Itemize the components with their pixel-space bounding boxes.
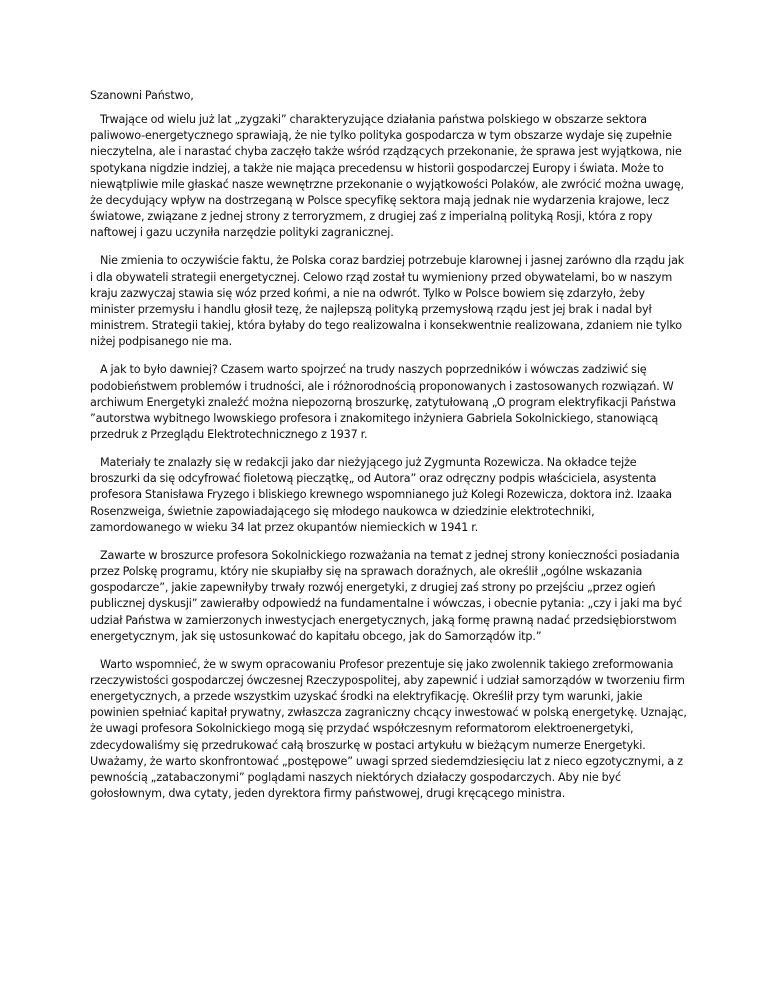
paragraph-1: Trwające od wielu już lat „zygzaki” charakteryzujące działania państwa polskiego w obszarze sektora paliwowo-energetycznego sprawiają, że nie tylko polityka gospodarcza w tym obszarze wydaje się zupełnie nieczytelna, ale i narastać chyba zaczęło także wśród rządzących przekonanie, że sprawa jest wyjątkowa, nie spotykana nigdzie indziej, a także nie mająca precedensu w historii gospodarczej Europy i świata. Może to niewątpliwie mile głaskać nasze wewnętrzne przekonanie o wyjątkowości Polaków, ale zwrócić można uwagę, że decydujący wpływ na dostrzeganą w Polsce specyfikę sektora mają jednak nie wydarzenia krajowe, lecz światowe, związane z jednej strony z terroryzmem, z drugiej zaś z imperialną polityką Rosji, która z ropy naftowej i gazu uczyniła narzędzie polityki zagranicznej.: [90, 113, 684, 240]
paragraph-4: Materiały te znalazły się w redakcji jako dar nieżyjącego już Zygmunta Rozewicza. Na okładce tejże broszurki da się odcyfrować fioletową pieczątkę„ od Autora” oraz odręczny podpis właściciela, asystenta profesora Stanisława Fryzego i bliskiego krewnego wspomnianego już Kolegi Rozewicza, doktora inż. Izaaka Rosenzweiga, świetnie zapowiadającego się młodego naukowca w dziedzinie elektrotechniki, zamordowanego w wieku 34 lat przez okupantów niemieckich w 1941 r.: [90, 456, 672, 534]
paragraph-2: Nie zmienia to oczywiście faktu, że Polska coraz bardziej potrzebuje klarownej i jasnej zarówno dla rządu jak i dla obywateli strategii energetycznej. Celowo rząd został tu wymieniony przed obywatelami, bo w naszym kraju zazwyczaj stawia się wóz przed końmi, a nie na odwrót. Tylko w Polsce bowiem się zdarzyło, żeby minister przemysłu i handlu głosił tezę, że najlepszą polityką przemysłową rządu jest jej brak i nadal był ministrem. Strategii takiej, która byłaby do tego realizowalna i konsekwentnie realizowana, zdaniem nie tylko niżej podpisanego nie ma.: [90, 254, 685, 349]
paragraph-6: Warto wspomnieć, że w swym opracowaniu Profesor prezentuje się jako zwolennik takiego zreformowania rzeczywistości gospodarczej ówczesnej Rzeczypospolitej, aby zapewnić i udział samorządów w tworzeniu firm energetycznych, a przede wszystkim uzyskać środki na elektryfikację. Określił przy tym warunki, jakie powinien spełniać kapitał prywatny, zwłaszcza zagraniczny chcący inwestować w polską energetykę. Uznając, że uwagi profesora Sokolnickiego mogą się przydać współczesnym reformatorom elektroenergetyki, zdecydowaliśmy się przedrukować całą broszurkę w postaci artykułu w bieżącym numerze Energetyki. Uważamy, że warto skonfrontować „postępowe” uwagi sprzed siedemdziesięciu lat z nieco egzotycznymi, a z pewnością „zatabaczonymi” poglądami naszych niektórych działaczy gospodarczych. Aby nie być gołosłownym, dwa cytaty, jeden dyrektora firmy państwowej, drugi kręcącego ministra.: [90, 657, 687, 801]
salutation: Szanowni Państwo,: [90, 89, 194, 102]
paragraph-5: Zawarte w broszurce profesora Sokolnickiego rozważania na temat z jednej strony konieczności posiadania przez Polskę programu, który nie skupiałby się na sprawach doraźnych, ale określił „ogólne wskazania gospodarcze”, jakie zapewniłyby trwały rozwój energetyki, z drugiej zaś strony po przejściu „przez ogień publicznej dyskusji” zawierałby odpowiedź na fundamentalne i wówczas, i obecnie pytania: „czy i jaki ma być udział Państwa w zamierzonych inwestycjach energetycznych, jaką formę prawną nadać przedsiębiorstwom energetycznym, jak się ustosunkować do kapitału obcego, jak do Samorządów itp.”: [90, 548, 683, 643]
paragraph-3: A jak to było dawniej? Czasem warto spojrzeć na trudy naszych poprzedników i wówczas zadziwić się podobieństwem problemów i trudności, ale i różnorodnością proponowanych i zastosowanych rozwiązań. W archiwum Energetyki znaleźć można niepozorną broszurkę, zatytułowaną „O program elektryfikacji Państwa ”autorstwa wybitnego lwowskiego profesora i znakomitego inżyniera Gabriela Sokolnickiego, stanowiącą przedruk z Przeglądu Elektrotechnicznego z 1937 r.: [90, 363, 676, 441]
letter-page: [90, 88, 688, 814]
